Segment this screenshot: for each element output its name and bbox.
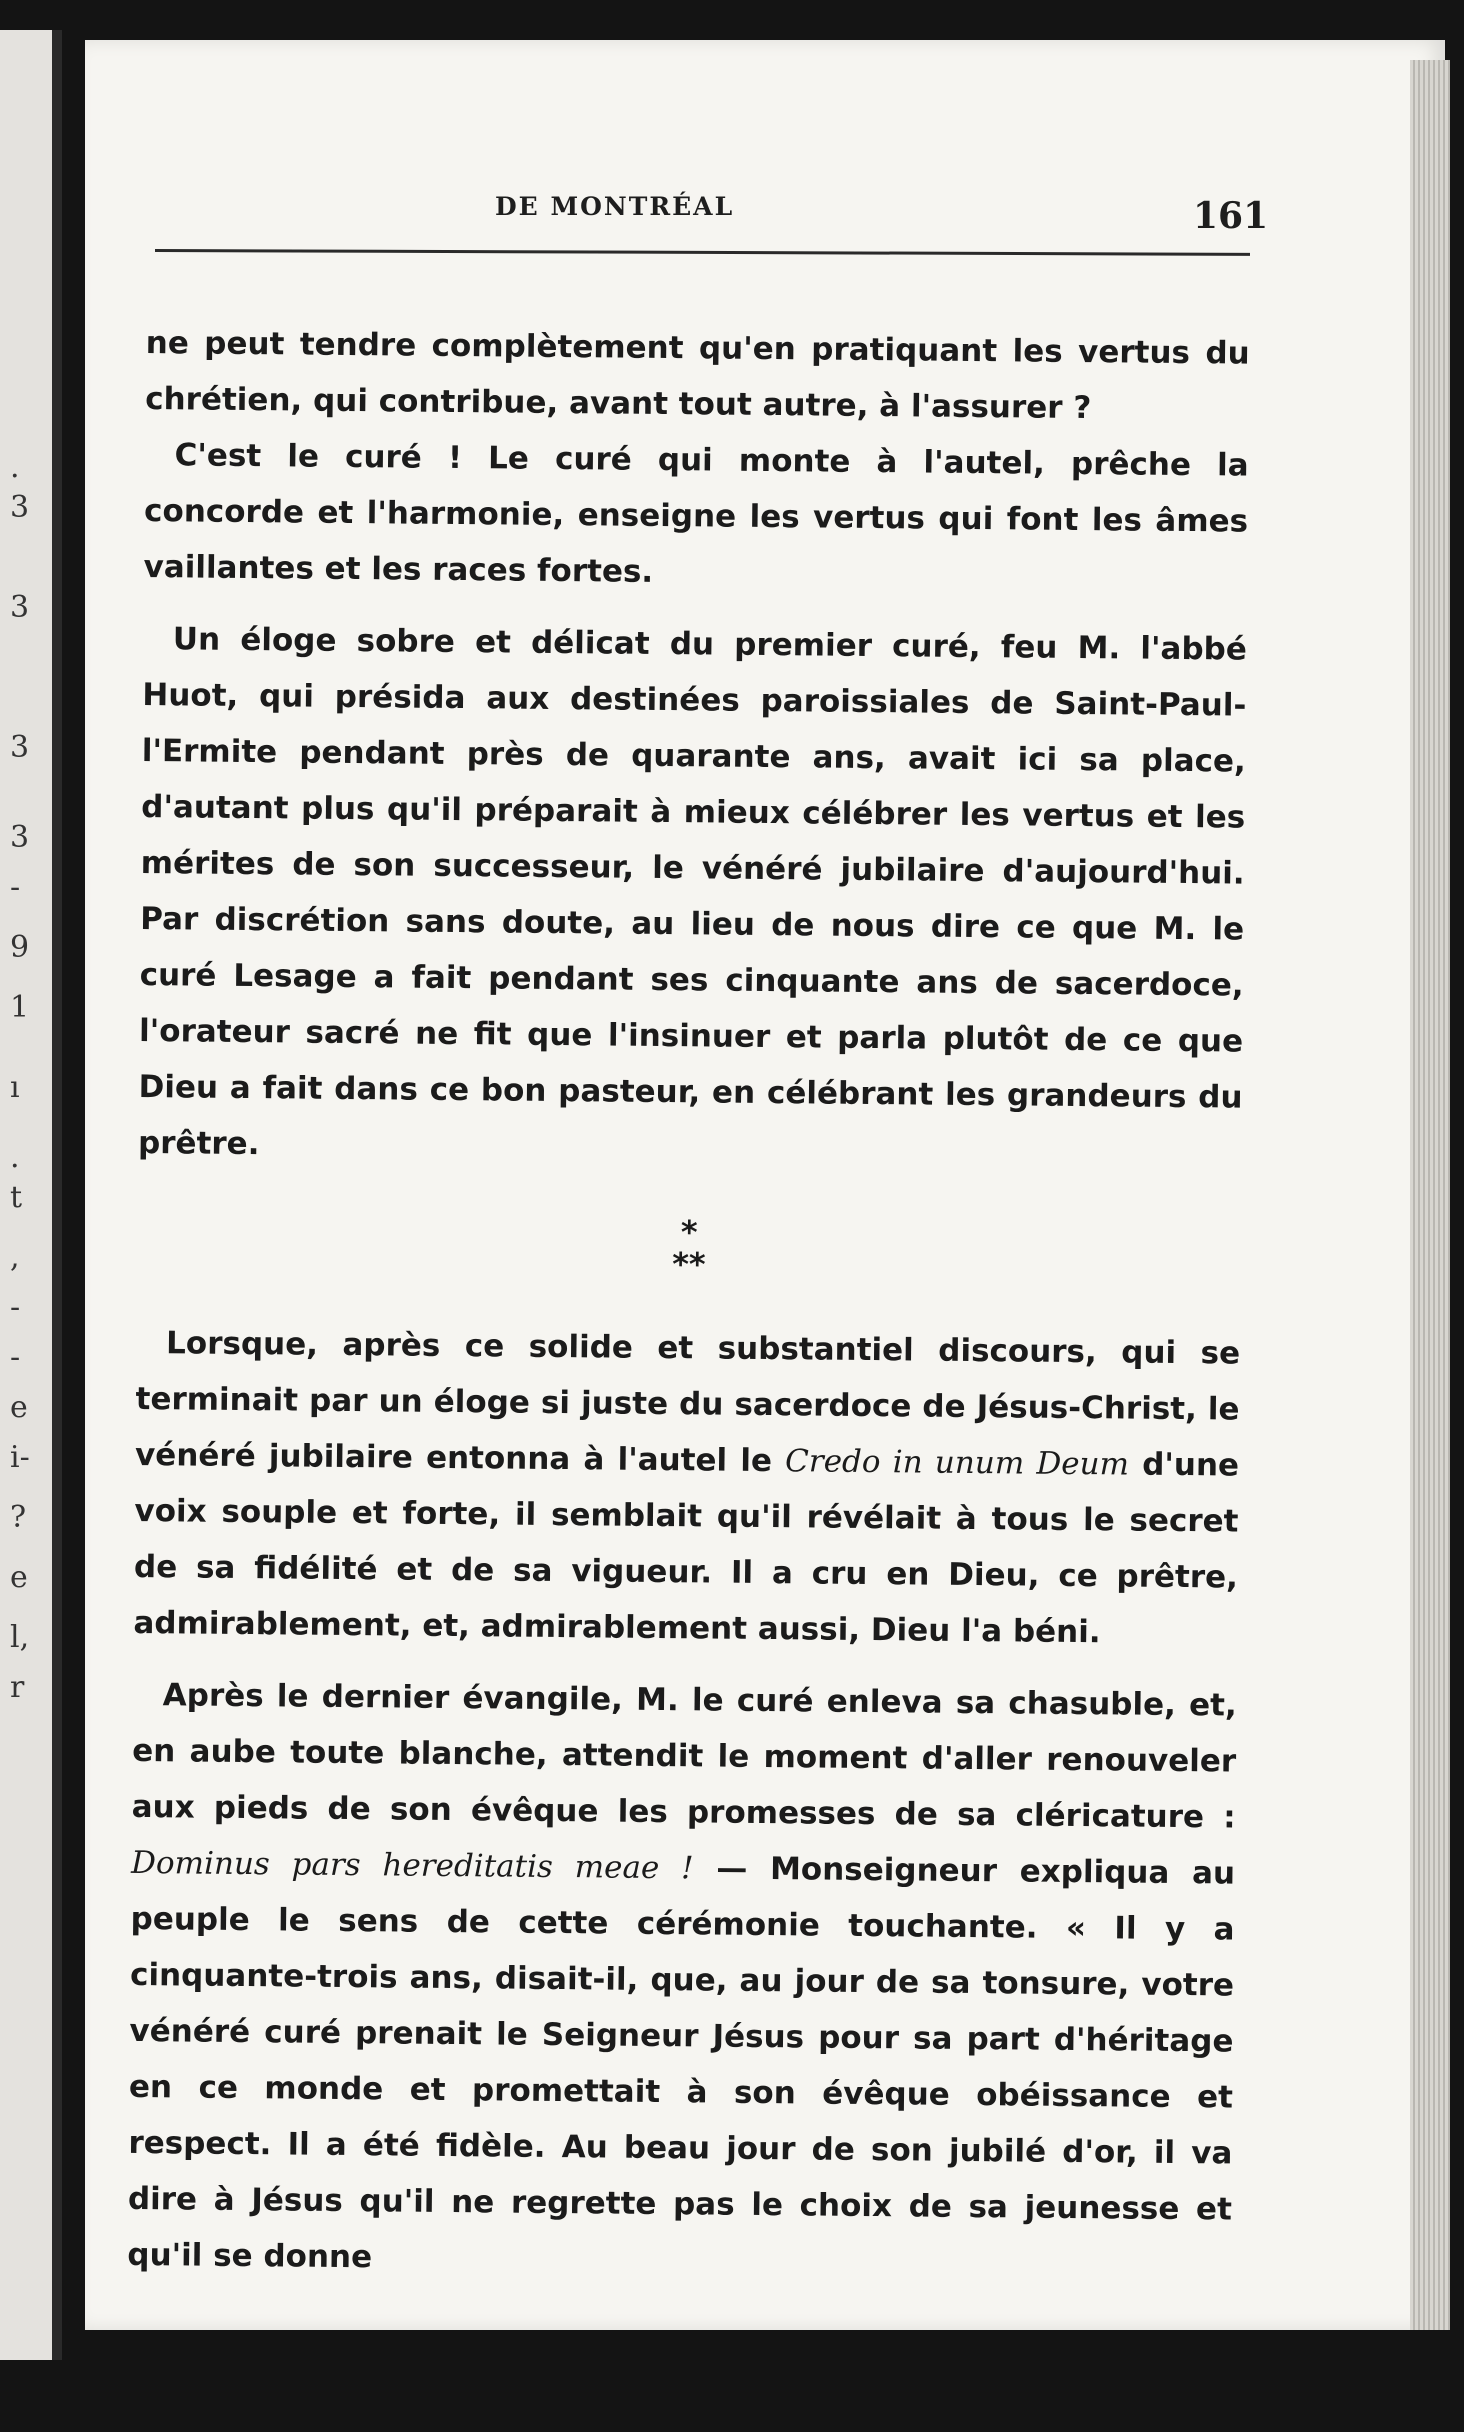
facing-page-fragment: . — [10, 1140, 20, 1175]
page-number: 161 — [1193, 195, 1269, 237]
facing-page-fragment: - — [10, 1340, 21, 1375]
facing-page-fragment: 3 — [10, 490, 30, 525]
paragraph: C'est le curé ! Le curé qui monte à l'autel, prêche la concorde et l'harmonie, enseigne les vertus qui font les âmes vaillantes et les races fortes. — [143, 437, 1249, 590]
paragraph: Un éloge sobre et délicat du premier curé, feu M. l'abbé Huot, qui présida aux destinées paroissiales de Saint-Paul-l'Ermite pendant près de quarante ans, avait ici sa place, d'autant plus qu'il préparait à mieux célébrer les vertus et les mérites de son successeur, le vénéré jubilaire d'aujourd'hui. Par discrétion sans doute, au lieu de nous dire ce que M. le curé Lesage a fait pendant ses cinquante ans de sacerdoce, l'orateur sacré ne fit que l'insinuer et parla plutôt de ce que Dieu a fait dans ce bon pasteur, en célébrant les grandeurs du prêtre. — [137, 621, 1248, 1163]
facing-page-edge — [0, 30, 62, 2360]
facing-page-fragment: i- — [10, 1440, 30, 1475]
asterism — [137, 1211, 1242, 1286]
facing-page-fragment: 3 — [10, 820, 30, 855]
facing-page-fragment: r — [10, 1670, 25, 1705]
facing-page-fragment: 3 — [10, 590, 30, 625]
facing-page-fragment: e — [10, 1560, 28, 1595]
paragraph: Après le dernier évangile, M. le curé enleva sa chasuble, et, en aube toute blanche, attendit le moment d'aller renouveler aux pieds de son évêque les promesses de sa cléricature : Dominus pars hereditatis meae ! — Monseigneur expliqua au peuple le sens de cette cérémonie touchante. « Il y a cinquante-trois ans, disait-il, que, au jour de sa tonsure, votre vénéré curé prenait le Seigneur Jésus pour sa part d'héritage en ce monde et promettait à son évêque obéissance et respect. Il a été fidèle. Au beau jour de son jubilé d'or, il va dire à Jésus qu'il ne regrette pas le choix de sa jeunesse et qu'il se donne — [127, 1677, 1237, 2276]
facing-page-fragment: ? — [10, 1500, 27, 1535]
facing-page-fragment: , — [10, 1240, 20, 1275]
facing-page-fragment: t — [10, 1180, 23, 1215]
paragraph: Lorsque, après ce solide et substantiel discours, qui se terminait par un éloge si juste du sacerdoce de Jésus-Christ, le vénéré jubilaire entonna à l'autel le Credo in unum Deum d'une voix souple et forte, il semblait qu'il révélait à tous le secret de sa fidélité et de sa vigueur. Il a cru en Dieu, ce prêtre, admirablement, et, admirablement aussi, Dieu l'a béni. — [133, 1325, 1241, 1651]
italic-phrase: Credo in unum Deum — [784, 1443, 1130, 1483]
facing-page-fragment: 9 — [10, 930, 30, 965]
facing-page-fragment: l, — [10, 1620, 30, 1655]
paragraph: ne peut tendre complètement qu'en pratiquant les vertus du chrétien, qui contribue, avant tout autre, à l'assurer ? — [145, 324, 1250, 427]
facing-page-fragment: - — [10, 870, 21, 905]
book-gutter — [52, 30, 62, 2360]
asterism-top: * — [680, 1213, 698, 1252]
facing-page-fragment: . — [10, 450, 20, 485]
facing-page-fragment: 3 — [10, 730, 30, 765]
page-stack-edge — [1410, 60, 1450, 2330]
italic-phrase: Dominus pars hereditatis meae ! — [130, 1844, 694, 1887]
facing-page-fragment: e — [10, 1390, 28, 1425]
facing-page-fragment: 1 — [10, 990, 30, 1025]
asterism-bottom: ** — [671, 1245, 706, 1284]
body-text — [127, 315, 1250, 2294]
facing-page-fragment: ı — [10, 1070, 20, 1105]
facing-page-fragment: - — [10, 1290, 21, 1325]
running-head: DE MONTRÉAL — [495, 192, 735, 221]
